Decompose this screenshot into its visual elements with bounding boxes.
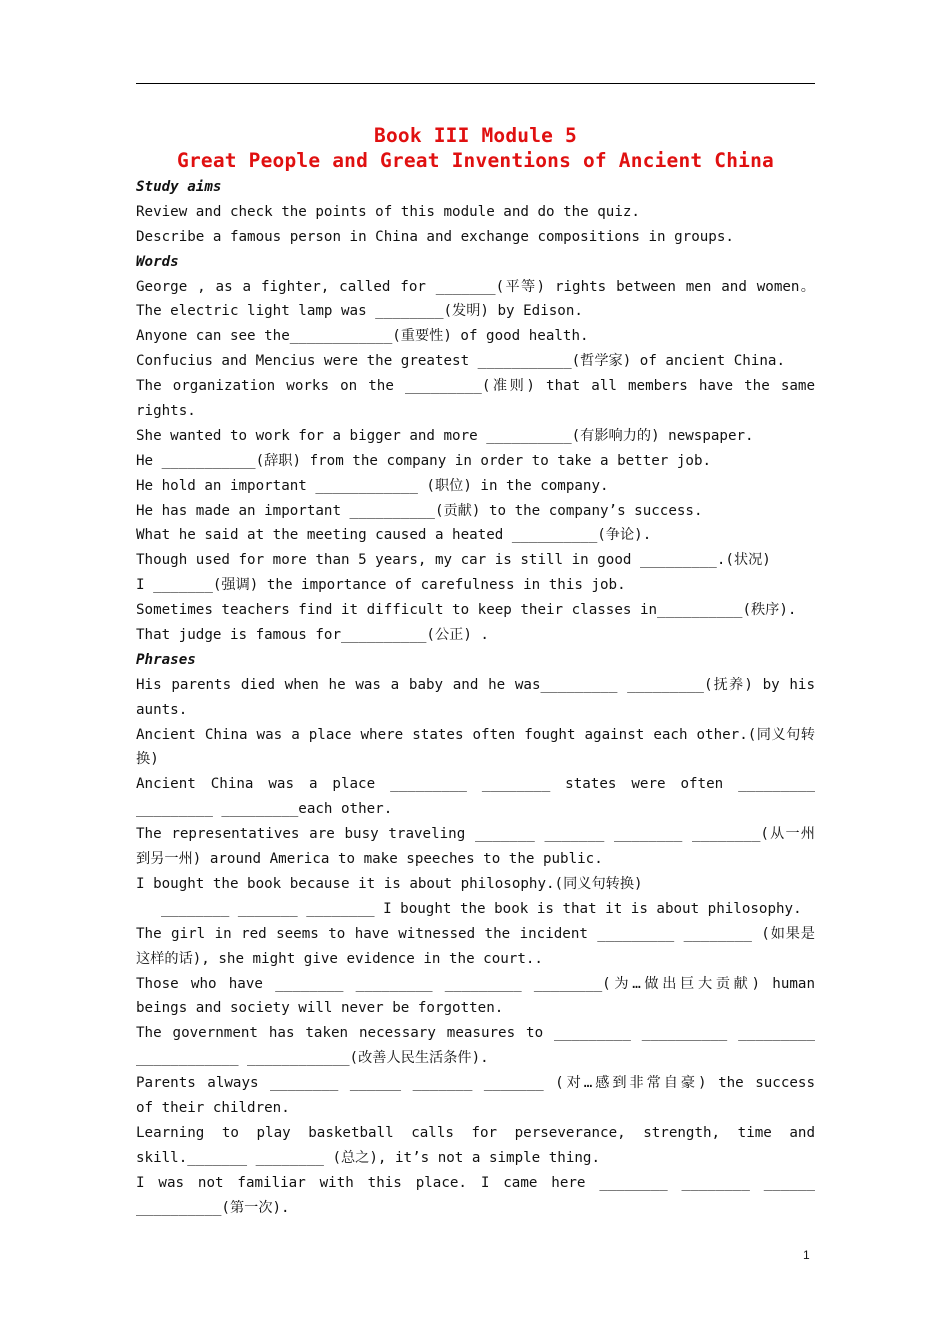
phrases-line: 这样的话), she might give evidence in the court.. bbox=[136, 950, 543, 967]
phrases-line: The government has taken necessary measures to _________ __________ _________ bbox=[136, 1025, 815, 1042]
words-line: He ___________(辞职) from the company in order to take a better job. bbox=[136, 452, 712, 469]
worksheet-body bbox=[136, 175, 815, 1220]
title-line-2: Great People and Great Inventions of Ancient China bbox=[177, 149, 774, 172]
words-line: rights. bbox=[136, 403, 196, 420]
words-line: Though used for more than 5 years, my car is still in good _________.(状况) bbox=[136, 552, 771, 569]
phrases-line: Ancient China was a place where states often fought against each other.(同义句转 bbox=[136, 726, 815, 743]
phrases-line: of their children. bbox=[136, 1099, 290, 1116]
phrases-line: 换) bbox=[136, 751, 159, 768]
words-line: She wanted to work for a bigger and more __________(有影响力的) newspaper. bbox=[136, 427, 754, 444]
page-number: 1 bbox=[803, 1248, 810, 1262]
words-line: He hold an important ____________ (职位) in the company. bbox=[136, 477, 609, 494]
phrases-line: ________ _______ ________ I bought the book is that it is about philosophy. bbox=[161, 900, 802, 917]
phrases-line: _________ _________each other. bbox=[136, 801, 393, 818]
phrases-line: beings and society will never be forgotten. bbox=[136, 1000, 504, 1017]
title-line-1: Book III Module 5 bbox=[374, 124, 577, 147]
phrases-line: I was not familiar with this place. I came here ________ ________ ______ bbox=[136, 1174, 815, 1191]
phrases-line: 到另一州) around America to make speeches to the public. bbox=[136, 851, 603, 868]
phrases-line: The representatives are busy traveling _______ _______ ________ ________(从一州 bbox=[136, 826, 815, 843]
section-heading-phrases: Phrases bbox=[136, 651, 196, 668]
study-aim-line: Describe a famous person in China and exchange compositions in groups. bbox=[136, 228, 734, 245]
words-line: The electric light lamp was ________(发明) by Edison. bbox=[136, 303, 583, 320]
phrases-line: The girl in red seems to have witnessed the incident _________ ________ (如果是 bbox=[136, 925, 815, 942]
phrases-line: ____________ ____________(改善人民生活条件). bbox=[136, 1050, 489, 1067]
phrases-line: aunts. bbox=[136, 701, 188, 718]
phrases-line: skill._______ ________ (总之), it’s not a simple thing. bbox=[136, 1149, 600, 1166]
phrases-line: Learning to play basketball calls for perseverance, strength, time and bbox=[136, 1124, 815, 1141]
words-line: What he said at the meeting caused a heated __________(争论). bbox=[136, 527, 652, 544]
words-line: The organization works on the _________(准则) that all members have the same bbox=[136, 378, 815, 395]
words-line: Confucius and Mencius were the greatest ___________(哲学家) of ancient China. bbox=[136, 353, 786, 370]
header-rule bbox=[136, 83, 815, 84]
words-line: That judge is famous for__________(公正) . bbox=[136, 627, 489, 644]
study-aim-line: Review and check the points of this module and do the quiz. bbox=[136, 203, 640, 220]
phrases-line: His parents died when he was a baby and he was_________ _________(抚养) by his bbox=[136, 676, 815, 693]
words-line: Anyone can see the____________(重要性) of good health. bbox=[136, 328, 589, 345]
section-heading-study-aims: Study aims bbox=[136, 179, 222, 195]
words-line: I _______(强调) the importance of carefulness in this job. bbox=[136, 577, 626, 594]
phrases-line: Ancient China was a place _________ ________ states were often _________ bbox=[136, 776, 815, 793]
phrases-line: Those who have ________ _________ _________ ________(为…做出巨大贡献) human bbox=[136, 975, 815, 992]
phrases-line: I bought the book because it is about philosophy.(同义句转换) bbox=[136, 875, 643, 892]
phrases-line: __________(第一次). bbox=[136, 1199, 290, 1216]
words-line: He has made an important __________(贡献) to the company’s success. bbox=[136, 502, 703, 519]
words-line: George , as a fighter, called for _______(平等) rights between men and women。 bbox=[136, 278, 815, 295]
phrases-line: Parents always ________ ______ _______ _______ (对…感到非常自豪) the success bbox=[136, 1075, 815, 1092]
words-line: Sometimes teachers find it difficult to keep their classes in__________(秩序). bbox=[136, 602, 797, 619]
section-heading-words: Words bbox=[136, 253, 179, 270]
